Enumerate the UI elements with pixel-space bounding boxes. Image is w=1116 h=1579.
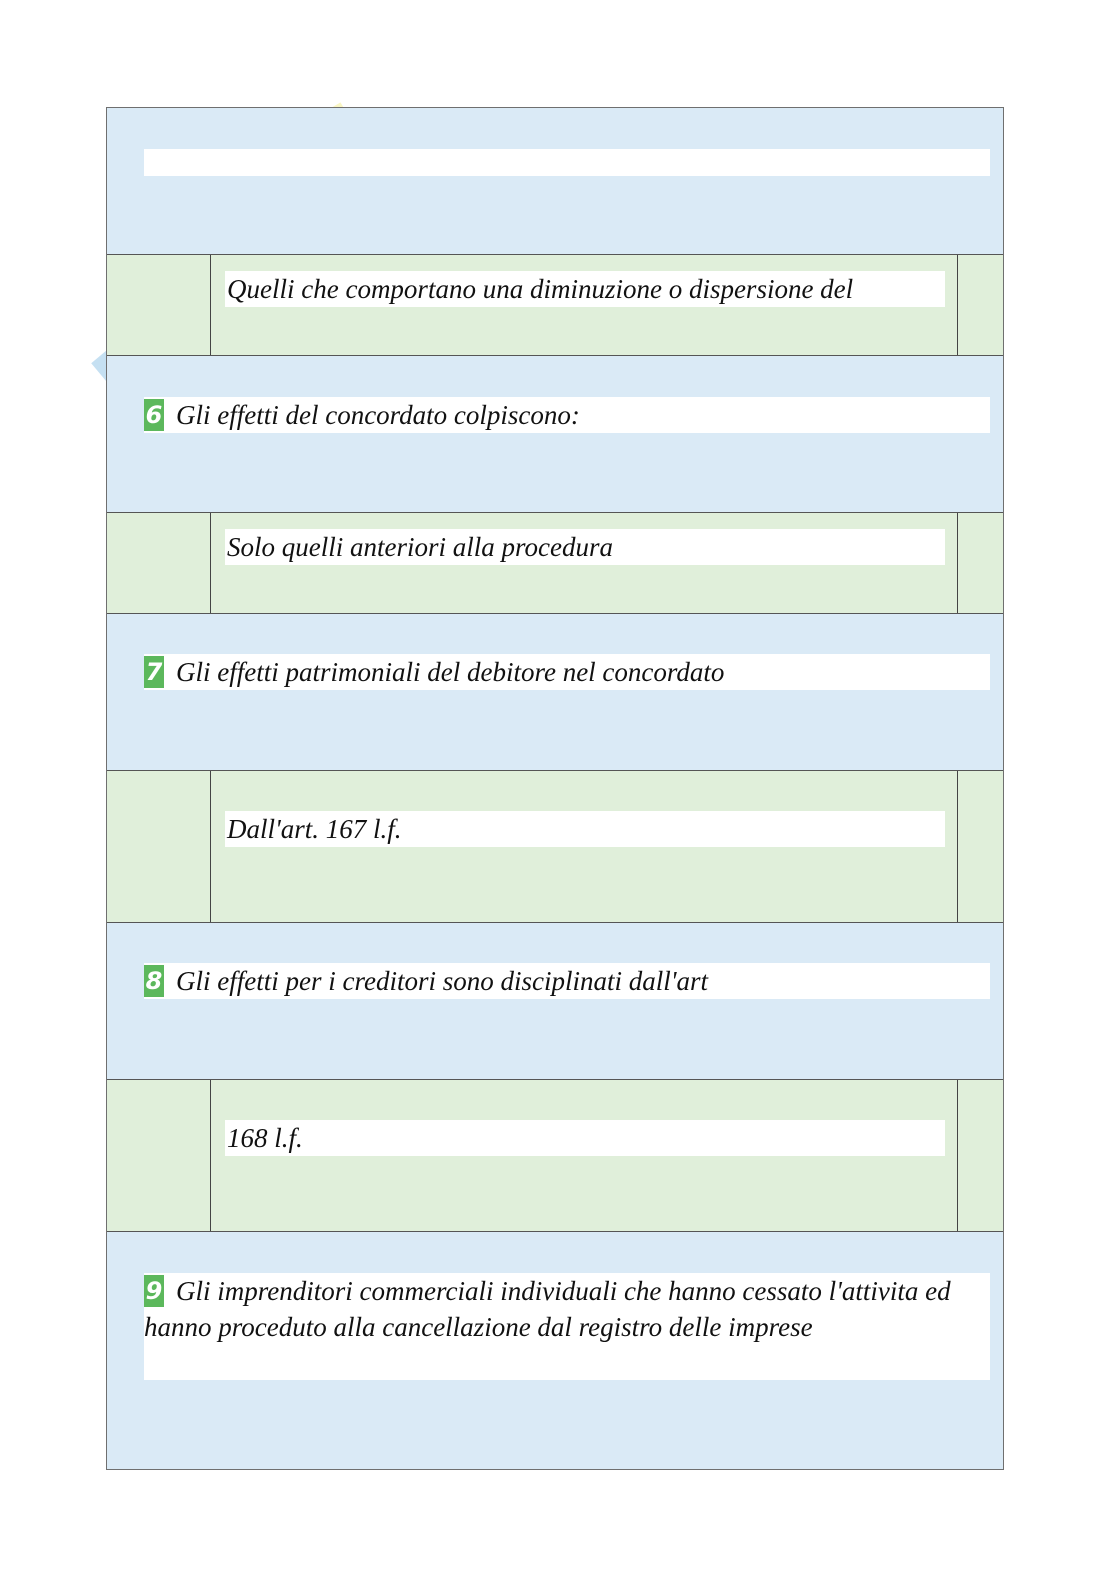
answer-text-box — [225, 811, 945, 847]
question-text: Gli effetti per i creditori sono disciplinati dall'art — [176, 966, 708, 996]
answer-left-cell — [107, 513, 211, 613]
question-text-box — [144, 149, 990, 176]
question-number-badge: 6 — [145, 401, 163, 429]
question-number-badge: 9 — [145, 1277, 163, 1305]
answer-row — [107, 512, 1003, 614]
answer-left-cell — [107, 771, 211, 922]
answer-text: 168 l.f. — [227, 1123, 303, 1153]
answer-left-cell — [107, 1080, 211, 1231]
answer-right-cell — [957, 1080, 1003, 1231]
answer-right-cell — [957, 255, 1003, 355]
answer-right-cell — [957, 771, 1003, 922]
question-text-box — [144, 654, 990, 690]
question-text-box — [144, 1273, 990, 1380]
answer-row — [107, 770, 1003, 923]
answer-text: Quelli che comportano una diminuzione o dispersione del — [227, 274, 854, 304]
answer-text-box — [225, 529, 945, 565]
question-row — [107, 614, 1003, 770]
question-text: Gli effetti del concordato colpiscono: — [176, 400, 580, 430]
question-row — [107, 923, 1003, 1079]
question-text: Gli effetti patrimoniali del debitore nel concordato — [176, 657, 725, 687]
answer-right-cell — [957, 513, 1003, 613]
question-row — [107, 1232, 1003, 1469]
answer-row — [107, 1079, 1003, 1232]
question-text-box — [144, 963, 990, 999]
quiz-sheet — [106, 107, 1004, 1470]
question-text-box — [144, 397, 990, 433]
question-number-badge: 8 — [145, 967, 163, 995]
question-text — [144, 152, 146, 182]
answer-text: Solo quelli anteriori alla procedura — [227, 532, 613, 562]
answer-text: Dall'art. 167 l.f. — [227, 814, 402, 844]
answer-text-box — [225, 1120, 945, 1156]
answer-left-cell — [107, 255, 211, 355]
question-row — [107, 356, 1003, 512]
question-text: Gli imprenditori commerciali individuali che hanno cessato l'attivita ed hanno proceduto alla cancellazione dal registro delle imprese — [144, 1276, 951, 1342]
answer-row — [107, 254, 1003, 356]
question-number-badge: 7 — [145, 658, 163, 686]
question-row — [107, 108, 1003, 254]
answer-text-box — [225, 271, 945, 307]
